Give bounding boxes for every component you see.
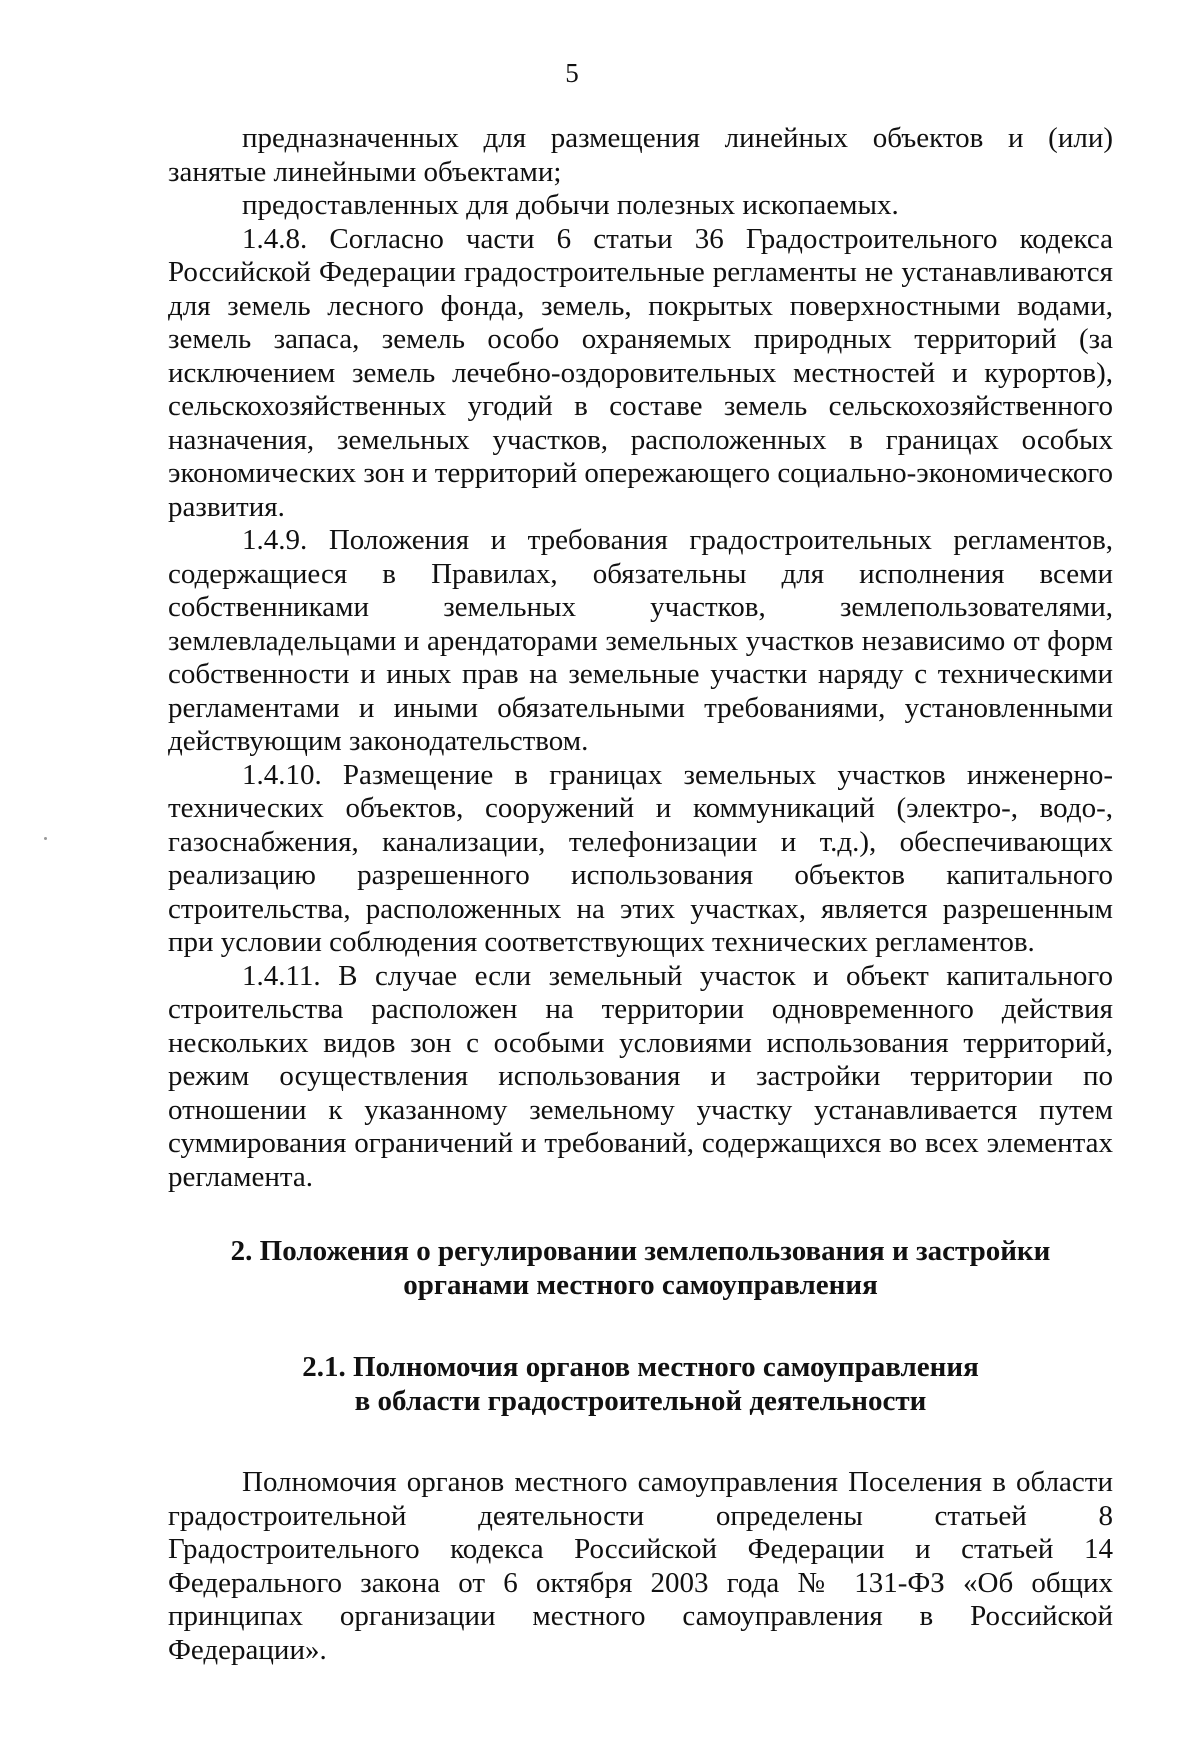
- paragraph-1-4-10: [168, 759, 1113, 960]
- paragraph-powers: [168, 1466, 1113, 1667]
- scan-speck: [44, 837, 47, 840]
- section-heading-line: органами местного самоуправления: [403, 1269, 878, 1301]
- paragraph-text: Положения и требования градостроительных регламентов, содержащиеся в Правилах, обязательны для исполнения всеми собственниками земельных участков, землепользователями, землевладельцами и арендаторами земельных участков независимо от форм собственности и иных прав на земельные участки наряду с техническими регламентами и иными обязательными требованиями, установленными действующим законодательством.: [168, 524, 1114, 757]
- subsection-heading-line: 2.1. Полномочия органов местного самоуправления: [302, 1351, 979, 1383]
- paragraph-1-4-11: [168, 960, 1113, 1195]
- clause-number: 1.4.8.: [242, 222, 308, 255]
- subsection-heading-2-1: [168, 1350, 1113, 1418]
- clause-number: 1.4.9.: [242, 524, 308, 556]
- page-number: 5: [565, 58, 579, 88]
- paragraph-text: Полномочия органов местного самоуправления Поселения в области градостроительной деятельности определены статьей 8 Градостроительного кодекса Российской Федерации и статьей 14 Федерального закона от 6 октября 2003 года № 131-ФЗ «Об общих принципах организации местного самоуправления в Российской Федерации».: [168, 1466, 1113, 1666]
- paragraph-text: В случае если земельный участок и объект капитального строительства расположен на территории одновременного действия нескольких видов зон с особыми условиями использования территорий, режим осуществления использования и застройки территории по отношении к указанному земельному участку устанавливается путем суммирования ограничений и требований, содержащихся во всех элементах регламента.: [168, 959, 1113, 1193]
- clause-number: 1.4.11.: [242, 959, 321, 992]
- section-heading-line: 2. Положения о регулировании землепользования и застройки: [230, 1235, 1051, 1267]
- subsection-heading-line: в области градостроительной деятельности: [354, 1385, 927, 1417]
- paragraph-mining: [168, 189, 1113, 223]
- paragraph-1-4-8: [168, 223, 1113, 525]
- paragraph-1-4-9: [168, 524, 1113, 759]
- paragraph-text: Размещение в границах земельных участков инженерно-технических объектов, сооружений и коммуникаций (электро-, водо-, газоснабжения, канализации, телефонизации и т.д.), обеспечивающих реализацию разрешенного использования объектов капитального строительства, расположенных на этих участках, является разрешенным при условии соблюдения соответствующих технических регламентов.: [168, 758, 1114, 958]
- paragraph-text: Согласно части 6 статьи 36 Градостроительного кодекса Российской Федерации градостроительные регламенты не устанавливаются для земель лесного фонда, земель, покрытых поверхностными водами, земель запаса, земель особо охраняемых природных территорий (за исключением земель лечебно-оздоровительных местностей и курортов), сельскохозяйственных угодий в составе земель сельскохозяйственного назначения, земельных участков, расположенных в границах особых экономических зон и территорий опережающего социально-экономического развития.: [168, 222, 1113, 523]
- document-body: [168, 122, 1113, 1667]
- paragraph-text: предоставленных для добычи полезных ископаемых.: [242, 189, 899, 221]
- section-heading-2: [168, 1234, 1113, 1302]
- clause-number: 1.4.10.: [242, 758, 322, 791]
- paragraph-text: предназначенных для размещения линейных объектов и (или) занятые линейными объектами;: [168, 122, 1113, 188]
- paragraph-linear-objects: [168, 122, 1113, 189]
